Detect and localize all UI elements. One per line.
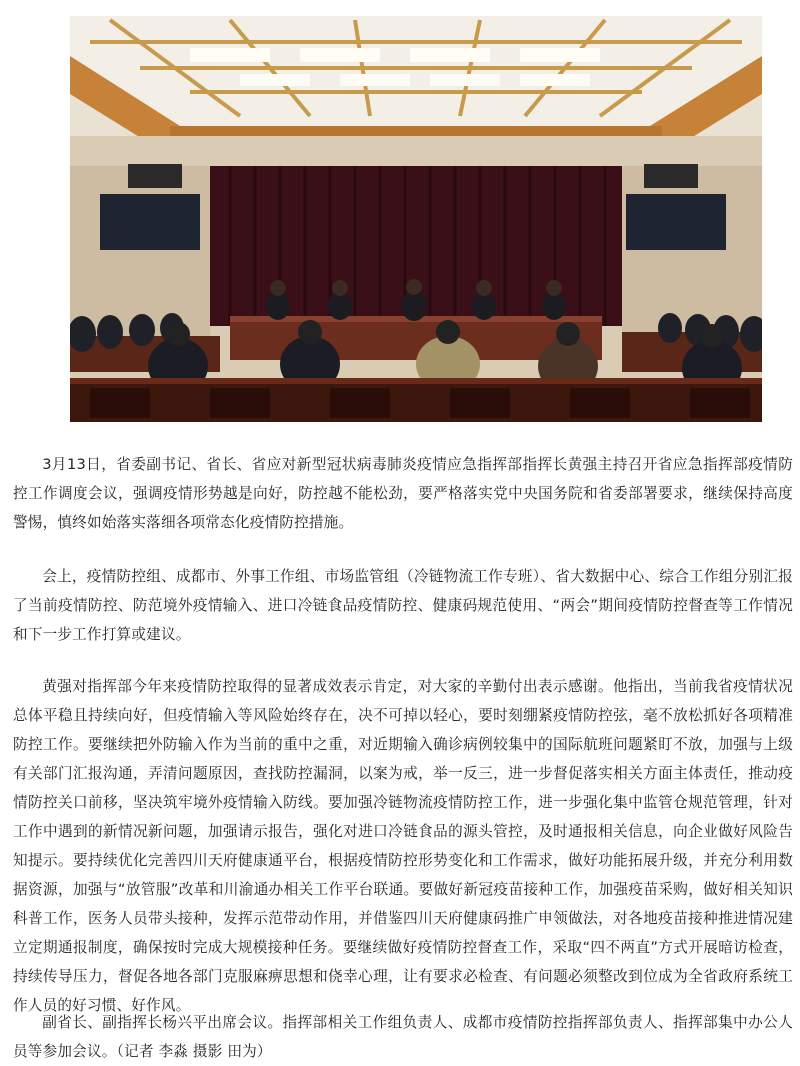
article-paragraph-2: 会上，疫情防控组、成都市、外事工作组、市场监管组（冷链物流工作专班）、省大数据中心、综合工作组分别汇报了当前疫情防控、防范境外疫情输入、进口冷链食品疫情防控、健康码规范使用、“两会”期间疫情防控督查等工作情况和下一步工作打算或建议。 bbox=[13, 568, 793, 643]
article-paragraph-1: 3月13日，省委副书记、省长、省应对新型冠状病毒肺炎疫情应急指挥部指挥长黄强主持召开省应急指挥部疫情防控工作调度会议，强调疫情形势越是向好，防控越不能松劲，要严格落实党中央国务院和省委部署要求，继续保持高度警惕，慎终如始落实落细各项常态化疫情防控措施。 bbox=[13, 456, 793, 531]
article-paragraph-4: 副省长、副指挥长杨兴平出席会议。指挥部相关工作组负责人、成都市疫情防控指挥部负责人、指挥部集中办公人员等参加会议。（记者 李淼 摄影 田为） bbox=[13, 1014, 793, 1060]
meeting-room-photo bbox=[70, 16, 762, 422]
article-paragraph-3: 黄强对指挥部今年来疫情防控取得的显著成效表示肯定，对大家的辛勤付出表示感谢。他指出，当前我省疫情状况总体平稳且持续向好，但疫情输入等风险始终存在，决不可掉以轻心，要时刻绷紧疫情防控弦，毫不放松抓好各项精准防控工作。要继续把外防输入作为当前的重中之重，对近期输入确诊病例较集中的国际航班问题紧盯不放，加强与上级有关部门汇报沟通，弄清问题原因，查找防控漏洞，以案为戒，举一反三，进一步督促落实相关方面主体责任，推动疫情防控关口前移，坚决筑牢境外疫情输入防线。要加强冷链物流疫情防控工作，进一步强化集中监管仓规范管理，针对工作中遇到的新情况新问题，加强请示报告，强化对进口冷链食品的源头管控，及时通报相关信息，向企业做好风险告知提示。要持续优化完善四川天府健康通平台，根据疫情防控形势变化和工作需求，做好功能拓展升级，并充分利用数据资源，加强与“放管服”改革和川渝通办相关工作平台联通。要做好新冠疫苗接种工作，加强疫苗采购，做好相关知识科普工作，医务人员带头接种，发挥示范带动作用，并借鉴四川天府健康码推广申领做法，对各地疫苗接种推进情况建立定期通报制度，确保按时完成大规模接种任务。要继续做好疫情防控督查工作，采取“四不两直”方式开展暗访检查，持续传导压力，督促各地各部门克服麻痹思想和侥幸心理，让有要求必检查、有问题必须整改到位成为全省政府系统工作人员的好习惯、好作风。 bbox=[13, 678, 793, 1014]
